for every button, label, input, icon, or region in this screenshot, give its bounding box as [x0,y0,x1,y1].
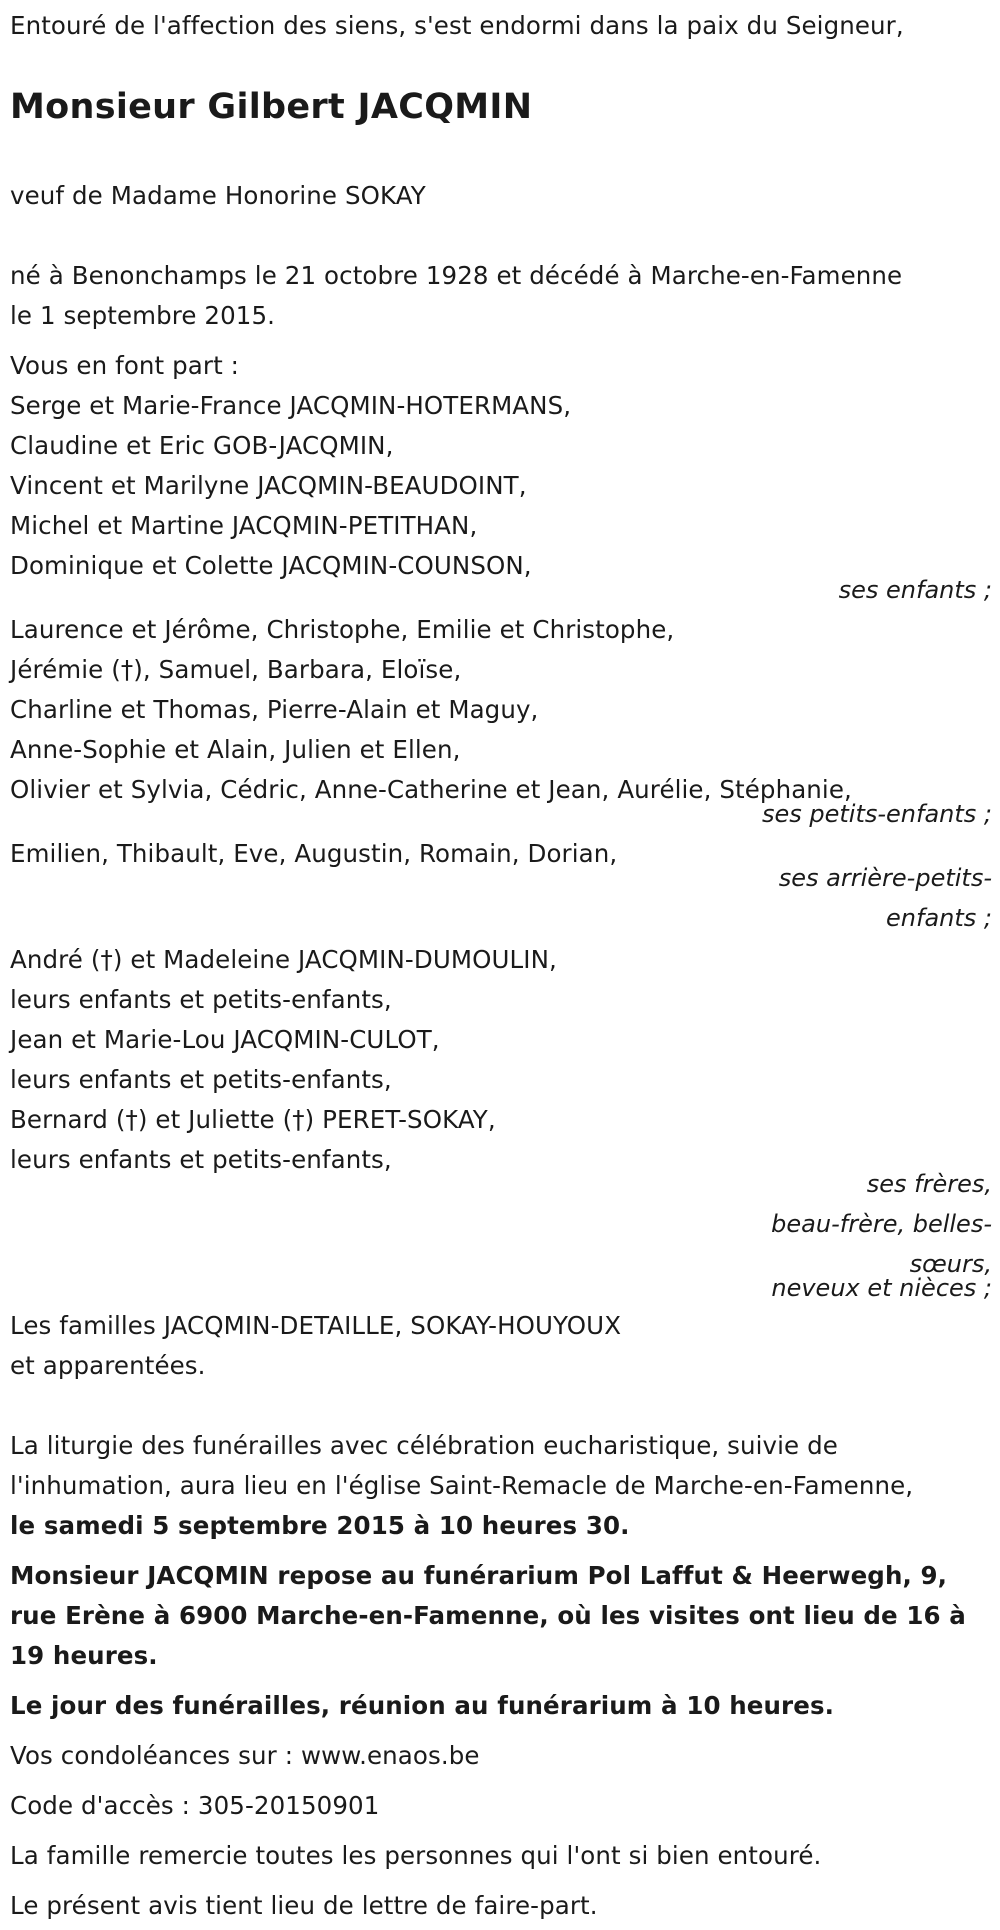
funerarium-line-2: rue Erène à 6900 Marche-en-Famenne, où les visites ont lieu de 16 à [10,1601,966,1630]
condolences-text: Vos condoléances sur : www.enaos.be [10,1741,480,1770]
access-code-text: Code d'accès : 305-20150901 [10,1791,380,1820]
list-item: leurs enfants et petits-enfants, [10,1145,392,1174]
deceased-name: Monsieur Gilbert JACQMIN [10,87,533,127]
siblings-label-3: sœurs, [909,1250,992,1278]
list-item: Laurence et Jérôme, Christophe, Emilie et Christophe, [10,615,675,644]
birth-death-line-1: né à Benonchamps le 21 octobre 1928 et décédé à Marche-en-Famenne [10,261,903,290]
list-item: Jean et Marie-Lou JACQMIN-CULOT, [10,1025,440,1054]
list-item: Jérémie (†), Samuel, Barbara, Eloïse, [10,655,462,684]
families-line-2: et apparentées. [10,1351,206,1380]
children-section [10,386,992,586]
notice-text: Le présent avis tient lieu de lettre de faire-part. [10,1891,598,1920]
liturgy-date: le samedi 5 septembre 2015 à 10 heures 30. [10,1511,630,1540]
meeting-text: Le jour des funérailles, réunion au funérarium à 10 heures. [10,1691,835,1720]
list-item: André (†) et Madeleine JACQMIN-DUMOULIN, [10,945,557,974]
list-item: leurs enfants et petits-enfants, [10,985,392,1014]
great-grandchildren-label-2: enfants ; [886,904,992,932]
grandchildren-label: ses petits-enfants ; [761,800,992,828]
great-grandchildren-label-1: ses arrière-petits- [778,864,992,892]
intro-text: Entouré de l'affection des siens, s'est endormi dans la paix du Seigneur, [10,11,904,40]
list-item: Serge et Marie-France JACQMIN-HOTERMANS, [10,391,572,420]
liturgy-line-2: l'inhumation, aura lieu en l'église Saint-Remacle de Marche-en-Famenne, [10,1471,914,1500]
list-item: Vincent et Marilyne JACQMIN-BEAUDOINT, [10,471,527,500]
list-item: leurs enfants et petits-enfants, [10,1065,392,1094]
list-item: Anne-Sophie et Alain, Julien et Ellen, [10,735,461,764]
birth-death-line-2: le 1 septembre 2015. [10,301,276,330]
list-item: Olivier et Sylvia, Cédric, Anne-Catherine et Jean, Aurélie, Stéphanie, [10,775,852,804]
siblings-label-2: beau-frère, belles- [771,1210,992,1238]
list-item: Bernard (†) et Juliette (†) PERET-SOKAY, [10,1105,496,1134]
list-item: Dominique et Colette JACQMIN-COUNSON, [10,551,532,580]
list-item: Michel et Martine JACQMIN-PETITHAN, [10,511,478,540]
list-item: Charline et Thomas, Pierre-Alain et Maguy, [10,695,539,724]
funerarium-line-1: Monsieur JACQMIN repose au funérarium Pol Laffut & Heerwegh, 9, [10,1561,948,1590]
great-grandchildren-list: Emilien, Thibault, Eve, Augustin, Romain, Dorian, [10,839,618,868]
siblings-label-1: ses frères, [866,1170,992,1198]
siblings-section [10,940,992,1180]
liturgy-line-1: La liturgie des funérailles avec célébration eucharistique, suivie de [10,1431,838,1460]
siblings-label-4: neveux et nièces ; [771,1274,992,1302]
thanks-text: La famille remercie toutes les personnes qui l'ont si bien entouré. [10,1841,822,1870]
widower-text: veuf de Madame Honorine SOKAY [10,181,426,210]
children-label: ses enfants ; [838,576,992,604]
grandchildren-section [10,610,992,810]
list-item: Claudine et Eric GOB-JACQMIN, [10,431,394,460]
funerarium-line-3: 19 heures. [10,1641,158,1670]
families-line-1: Les familles JACQMIN-DETAILLE, SOKAY-HOUYOUX [10,1311,622,1340]
announce-text: Vous en font part : [10,351,240,380]
